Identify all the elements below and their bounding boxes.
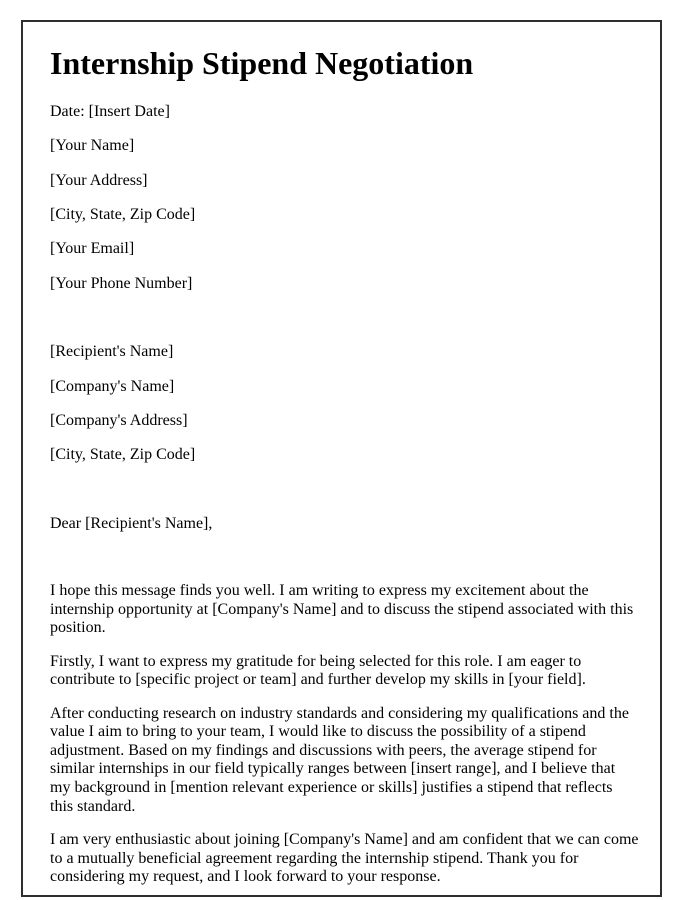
sender-phone-line: [Your Phone Number]: [50, 274, 193, 292]
blank-line: [50, 481, 639, 499]
sender-name-line: [Your Name]: [50, 137, 135, 155]
recipient-name-line: [Recipient's Name]: [50, 343, 174, 361]
body-paragraph-research: After conducting research on industry standards and considering my qualifications and the value I aim to bring to your team, I would like to discuss the possibility of a stipend adjustment. Based on my findings and discussions with peers, the average stipend for similar internships in our field typically ranges between [insert range], and I believe that my background in [mention relevant experience or skills] justifies a stipend that reflects this standard.: [50, 704, 629, 815]
blank-line: [50, 549, 639, 567]
letter-title: Internship Stipend Negotiation: [50, 45, 474, 81]
sender-email-line: [Your Email]: [50, 240, 135, 258]
recipient-city-line: [City, State, Zip Code]: [50, 446, 196, 464]
salutation: Dear [Recipient's Name],: [50, 514, 213, 532]
date-line: Date: [Insert Date]: [50, 102, 170, 120]
body-paragraph-intro: I hope this message finds you well. I am writing to express my excitement about the internship opportunity at [Company's Name] and to discuss the stipend associated with this position.: [50, 582, 634, 637]
body-paragraph-closing: I am very enthusiastic about joining [Company's Name] and am confident that we can come to a mutually beneficial agreement regarding the internship stipend. Thank you for considering my request, and I look forward to your response.: [50, 831, 639, 886]
blank-line: [50, 309, 639, 327]
sender-city-line: [City, State, Zip Code]: [50, 205, 196, 223]
sender-address-line: [Your Address]: [50, 171, 148, 189]
recipient-address-line: [Company's Address]: [50, 411, 188, 429]
letter-page: [21, 20, 662, 897]
recipient-company-line: [Company's Name]: [50, 377, 175, 395]
body-paragraph-gratitude: Firstly, I want to express my gratitude for being selected for this role. I am eager to contribute to [specific project or team] and further develop my skills in [your field].: [50, 652, 586, 689]
